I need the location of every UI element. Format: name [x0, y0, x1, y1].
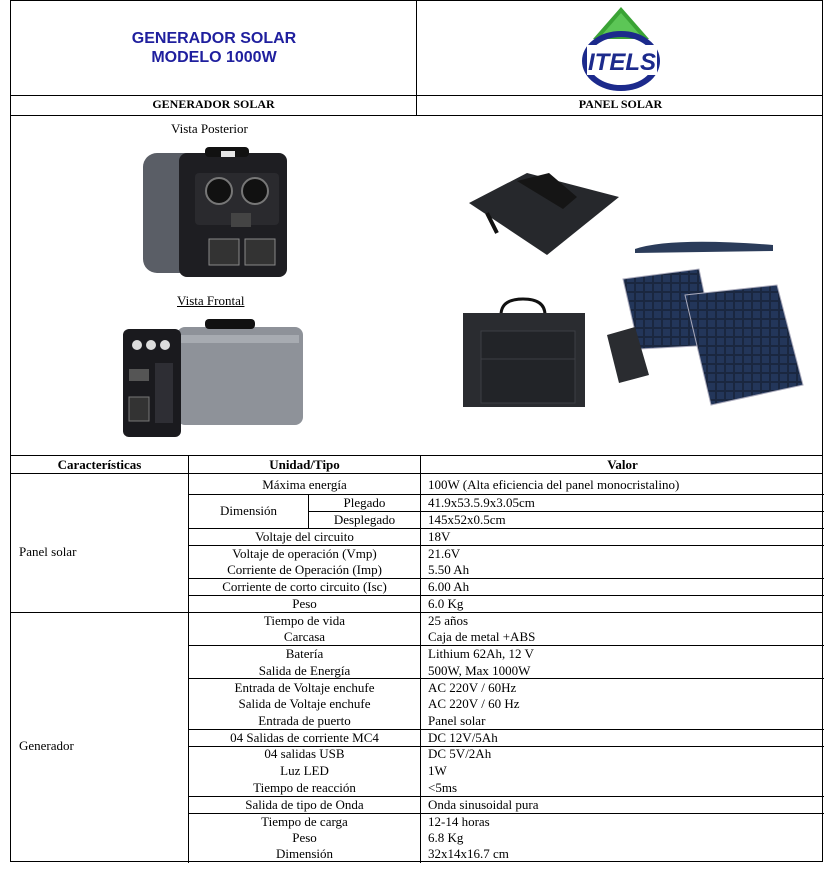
row-unit: Entrada de puerto	[258, 713, 351, 728]
row-value: Panel solar	[428, 713, 486, 728]
caption-front-view: Vista Frontal	[177, 293, 245, 308]
dimension-label: Dimensión	[219, 503, 278, 518]
row-unit: Peso	[292, 830, 317, 845]
row-unit: Salida de tipo de Onda	[245, 797, 364, 812]
row-unit: Dimensión	[275, 846, 334, 861]
row-value: 6.00 Ah	[428, 579, 470, 594]
title-line-2: MODELO 1000W	[151, 49, 277, 66]
header-unit-type: Unidad/Tipo	[269, 457, 340, 472]
row-unit: Corriente de corto circuito (Isc)	[222, 579, 387, 594]
row-value: AC 220V / 60Hz	[428, 680, 517, 695]
row-value: 1W	[428, 763, 447, 778]
row-value: 5.50 Ah	[428, 562, 470, 577]
row-unit: Batería	[285, 646, 324, 661]
row-value: 6.8 Kg	[428, 830, 464, 845]
section-panel: PANEL SOLAR	[578, 97, 663, 111]
row-value: Onda sinusoidal pura	[428, 797, 539, 812]
row-value: 145x52x0.5cm	[428, 512, 506, 527]
row-unit: Voltaje de operación (Vmp)	[232, 546, 377, 561]
row-value: 18V	[428, 529, 451, 544]
row-value: 32x14x16.7 cm	[428, 846, 509, 861]
header-value: Valor	[607, 457, 638, 472]
document-title	[11, 29, 417, 67]
panel-unfolded-image	[599, 265, 805, 409]
row-unit: Tiempo de carga	[261, 814, 348, 829]
generator-rear-image	[137, 143, 289, 291]
panel-side-image	[631, 231, 777, 255]
row-value: 21.6V	[428, 546, 461, 561]
section-generator: GENERADOR SOLAR	[152, 97, 275, 111]
row-value: 25 años	[428, 613, 469, 628]
row-unit: Máxima energía	[262, 477, 347, 492]
row-value: DC 5V/2Ah	[428, 746, 492, 761]
row-unit: Salida de Energía	[258, 663, 351, 678]
row-value: <5ms	[428, 780, 458, 795]
row-unit: Entrada de Voltaje enchufe	[234, 680, 375, 695]
row-unit: Tiempo de reacción	[253, 780, 356, 795]
row-unit: Luz LED	[280, 763, 329, 778]
title-line-1: GENERADOR SOLAR	[131, 30, 297, 47]
row-unit: Corriente de Operación (Imp)	[227, 562, 382, 577]
row-value: 100W (Alta eficiencia del panel monocristalino)	[428, 477, 680, 492]
spec-sheet	[10, 0, 823, 862]
itels-logo	[579, 5, 663, 91]
row-unit: Plegado	[343, 495, 386, 510]
row-unit: Tiempo de vida	[263, 613, 346, 628]
header-characteristics: Características	[57, 457, 142, 472]
panel-bag-image	[457, 297, 589, 409]
row-value: AC 220V / 60 Hz	[428, 696, 520, 711]
row-unit: Carcasa	[283, 629, 326, 644]
group-solar-panel: Panel solar	[19, 544, 77, 559]
row-unit: Desplegado	[333, 512, 396, 527]
row-value: 500W, Max 1000W	[428, 663, 531, 678]
row-value: Lithium 62Ah, 12 V	[428, 646, 534, 661]
row-value: 41.9x53.5.9x3.05cm	[428, 495, 535, 510]
row-value: 6.0 Kg	[428, 596, 464, 611]
panel-folded-image	[467, 171, 627, 257]
row-unit: 04 Salidas de corriente MC4	[230, 730, 379, 745]
row-value: 12-14 horas	[428, 814, 490, 829]
row-unit: Peso	[292, 596, 317, 611]
row-value: DC 12V/5Ah	[428, 730, 498, 745]
logo-text: ITELS	[587, 49, 657, 76]
row-unit: Voltaje del circuito	[255, 529, 354, 544]
group-generator: Generador	[19, 738, 74, 753]
row-value: Caja de metal +ABS	[428, 629, 536, 644]
caption-rear-view: Vista Posterior	[171, 121, 248, 136]
row-unit: 04 salidas USB	[264, 746, 345, 761]
generator-front-image	[121, 317, 307, 441]
row-unit: Salida de Voltaje enchufe	[238, 696, 371, 711]
